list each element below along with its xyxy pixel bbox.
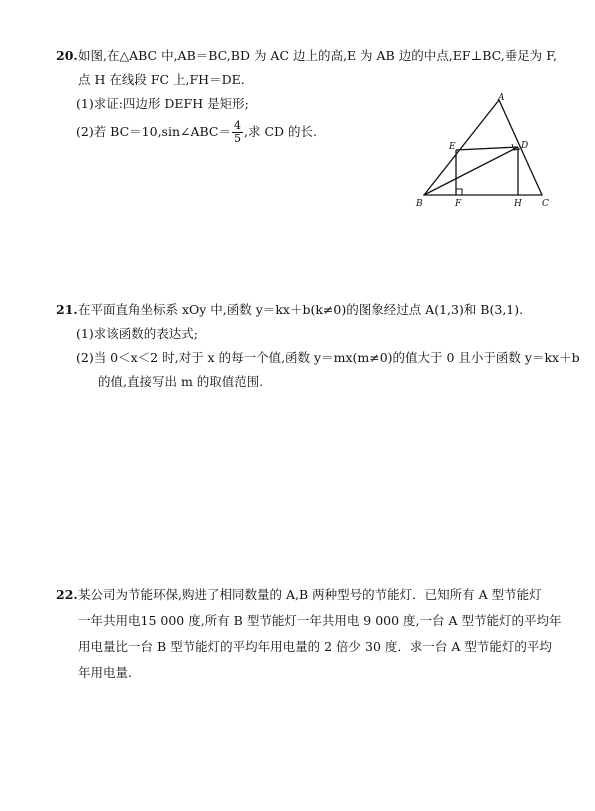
question-2-text-pre: (2)若 BC＝10,sin∠ABC＝ — [76, 124, 231, 139]
label-b: B — [416, 199, 423, 209]
problem-22-statement: 某公司为节能环保,购进了相同数量的 A,B 两种型号的节能灯．已知所有 A 型节能灯 — [78, 587, 542, 602]
segment-bd — [424, 147, 518, 195]
problem-20-statement: 如图,在△ABC 中,AB＝BC,BD 为 AC 边上的高,E 为 AB 边的中点,EF⊥BC,垂足为 F, — [78, 48, 557, 63]
right-angle-mark-f — [456, 189, 462, 195]
fraction — [232, 120, 243, 145]
problem-22-line-2: 一年共用电15 000 度,所有 B 型节能灯一年共用电 9 000 度,一台 A 型节能灯的平均年 — [78, 613, 562, 628]
label-a: A — [498, 93, 505, 103]
problem-20-line-2: 点 H 在线段 FC 上,FH＝DE. — [78, 72, 245, 87]
problem-21 — [56, 298, 580, 394]
problem-21-question-1: (1)求该函数的表达式; — [76, 326, 198, 341]
label-f: F — [455, 199, 462, 209]
problem-20-line-1 — [56, 44, 556, 68]
problem-21-statement: 在平面直角坐标系 xOy 中,函数 y＝kx＋b(k≠0)的图象经过点 A(1,3)和 B(3,1). — [78, 302, 524, 317]
problem-22-line-1 — [56, 582, 556, 608]
problem-21-question-2: (2)当 0＜x＜2 时,对于 x 的每一个值,函数 y＝mx(m≠0)的值大于 0 且小于函数 y＝kx＋b — [76, 350, 580, 365]
triangle-figure — [412, 92, 562, 212]
label-h: H — [514, 199, 522, 209]
problem-number: 22. — [56, 587, 78, 602]
problem-21-question-2-cont: 的值,直接写出 m 的取值范围. — [98, 374, 264, 389]
label-e: E — [449, 142, 456, 152]
fraction-denominator: 5 — [234, 132, 241, 145]
problem-22-line-3: 用电量比一台 B 型节能灯的平均年用电量的 2 倍少 30 度．求一台 A 型节能灯的平均 — [78, 639, 552, 654]
problem-22 — [56, 582, 562, 686]
fraction-numerator: 4 — [234, 119, 241, 132]
problem-20-question-1: (1)求证:四边形 DEFH 是矩形; — [76, 96, 249, 111]
problem-number: 20. — [56, 48, 78, 63]
question-2-text-post: ,求 CD 的长. — [244, 124, 317, 139]
problem-22-line-4: 年用电量. — [78, 665, 132, 680]
problem-number: 21. — [56, 302, 78, 317]
segment-ed — [456, 147, 518, 150]
problem-21-line-1 — [56, 298, 566, 322]
label-c: C — [542, 199, 549, 209]
label-d: D — [521, 141, 529, 151]
